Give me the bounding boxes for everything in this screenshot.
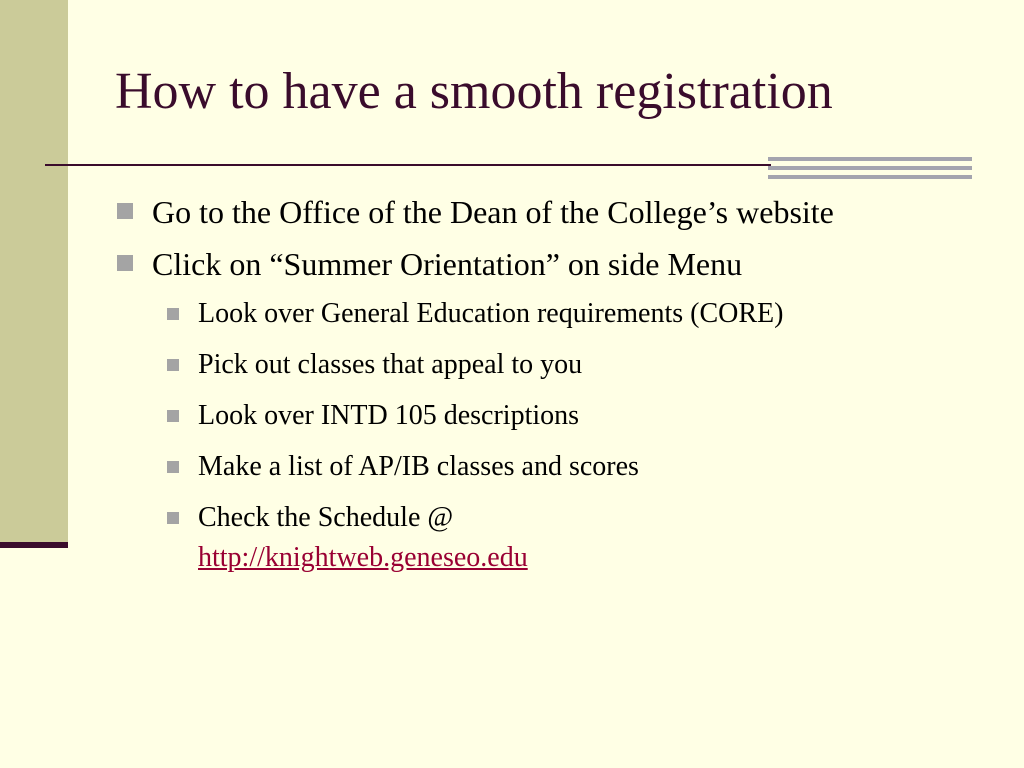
bullet-text: Click on “Summer Orientation” on side Menu (152, 246, 743, 282)
square-bullet-icon (167, 461, 179, 473)
square-bullet-icon (117, 255, 133, 271)
sub-bullet-item (112, 396, 972, 436)
accent-bar-3 (768, 175, 972, 179)
sub-bullet-text: Make a list of AP/IB classes and scores (198, 451, 639, 482)
accent-bar-2 (768, 166, 972, 170)
bullet-item (112, 190, 972, 234)
bullet-list (112, 190, 972, 589)
slide-title: How to have a smooth registration (115, 63, 833, 120)
bullet-text: Go to the Office of the Dean of the College’s website (152, 194, 834, 230)
accent-bar-1 (768, 157, 972, 161)
sidebar-rule (0, 542, 68, 548)
square-bullet-icon (117, 203, 133, 219)
sub-bullet-item (112, 294, 972, 334)
sub-bullet-item (112, 498, 972, 578)
square-bullet-icon (167, 308, 179, 320)
square-bullet-icon (167, 410, 179, 422)
sub-bullet-text: Check the Schedule @ (198, 502, 454, 533)
sub-bullet-item (112, 345, 972, 385)
sub-bullet-text: Pick out classes that appeal to you (198, 349, 583, 380)
title-divider (45, 164, 771, 166)
sidebar-decoration (0, 0, 68, 542)
bullet-item (112, 242, 972, 286)
sub-bullet-item (112, 447, 972, 487)
square-bullet-icon (167, 359, 179, 371)
sub-bullet-text: Look over General Education requirements (CORE) (198, 298, 784, 329)
knightweb-link[interactable]: http://knightweb.geneseo.edu (198, 542, 528, 573)
sub-bullet-text: Look over INTD 105 descriptions (198, 400, 580, 431)
square-bullet-icon (167, 512, 179, 524)
